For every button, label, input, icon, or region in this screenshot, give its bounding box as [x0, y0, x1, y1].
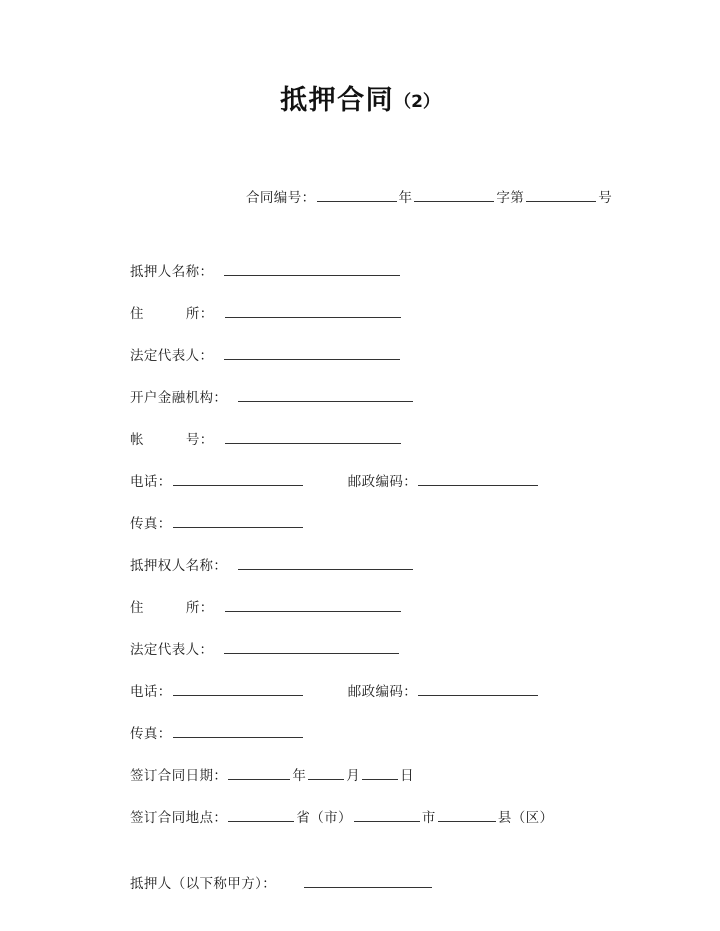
mortgagee-fax-input[interactable]	[173, 724, 303, 738]
mortgagee-legal-rep-row	[130, 640, 400, 658]
signing-place-label: 签订合同地点：	[130, 810, 228, 826]
signing-place-city-unit: 市	[421, 810, 436, 826]
contract-number-blank-serial[interactable]	[317, 188, 397, 202]
mortgagee-name-label: 抵押权人名称：	[130, 558, 228, 574]
mortgagor-phone-input[interactable]	[173, 472, 303, 486]
mortgagor-name-label: 抵押人名称：	[130, 264, 214, 280]
mortgagor-fax-input[interactable]	[173, 514, 303, 528]
mortgagor-bank-row	[130, 388, 414, 406]
mortgagee-legal-rep-input[interactable]	[224, 640, 399, 654]
mortgagor-legal-rep-label: 法定代表人：	[130, 348, 214, 364]
contract-number-unit-year: 年	[398, 190, 413, 206]
mortgagor-contact-row	[130, 472, 539, 490]
signing-place-county-input[interactable]	[438, 808, 496, 822]
mortgagor-postcode-input[interactable]	[418, 472, 538, 486]
signing-date-day-unit: 日	[400, 768, 415, 784]
signing-place-city-input[interactable]	[354, 808, 420, 822]
signing-date-month-unit: 月	[346, 768, 361, 784]
mortgagor-bank-label: 开户金融机构：	[130, 390, 228, 406]
signing-place-province-input[interactable]	[228, 808, 294, 822]
mortgagor-account-label-1: 帐	[130, 432, 144, 448]
mortgagor-legal-rep-input[interactable]	[224, 346, 400, 360]
signing-place-province-unit: 省（市）	[296, 810, 352, 826]
mortgagee-address-input[interactable]	[225, 598, 401, 612]
mortgagee-legal-rep-label: 法定代表人：	[130, 642, 214, 658]
mortgagor-account-input[interactable]	[225, 430, 401, 444]
mortgagee-phone-input[interactable]	[173, 682, 303, 696]
signing-date-year-input[interactable]	[228, 766, 290, 780]
page-title-suffix: （2）	[394, 92, 440, 112]
signing-date-label: 签订合同日期：	[130, 768, 228, 784]
page-title-main: 抵押合同	[280, 85, 395, 116]
mortgagor-address-row	[130, 304, 402, 322]
mortgagor-account-label-2: 号：	[185, 432, 214, 448]
mortgagor-fax-label: 传真：	[130, 516, 172, 532]
party-a-row	[130, 874, 433, 892]
contract-number-blank-word[interactable]	[526, 188, 596, 202]
signing-date-month-input[interactable]	[308, 766, 344, 780]
mortgagor-postcode-group	[348, 472, 540, 490]
signing-date-day-input[interactable]	[362, 766, 398, 780]
mortgagee-postcode-input[interactable]	[418, 682, 538, 696]
mortgagee-name-input[interactable]	[238, 556, 413, 570]
mortgagee-fax-row	[130, 724, 304, 742]
contract-number-unit-word: 字第	[496, 190, 525, 206]
mortgagee-address-label-1: 住	[130, 600, 144, 616]
mortgagor-account-row	[130, 430, 402, 448]
contract-number-blank-year[interactable]	[414, 188, 494, 202]
mortgagor-name-input[interactable]	[224, 262, 400, 276]
contract-number-unit-number: 号	[598, 190, 613, 206]
mortgagor-address-label-1: 住	[130, 306, 144, 322]
mortgagor-address-input[interactable]	[225, 304, 401, 318]
mortgagee-address-row	[130, 598, 402, 616]
mortgagor-legal-rep-row	[130, 346, 401, 364]
mortgagee-phone-label: 电话：	[130, 684, 172, 700]
signing-place-row	[130, 808, 554, 826]
contract-number-row	[246, 186, 613, 206]
mortgagor-fax-row	[130, 514, 304, 532]
signing-date-row	[130, 766, 415, 784]
signing-place-county-unit: 县（区）	[497, 810, 554, 826]
signing-date-year-unit: 年	[292, 768, 307, 784]
party-a-label: 抵押人（以下称甲方）：	[130, 876, 277, 892]
mortgagee-address-label-2: 所：	[185, 600, 214, 616]
mortgagee-postcode-label: 邮政编码：	[347, 684, 418, 700]
mortgagee-name-row	[130, 556, 414, 574]
mortgagor-phone-label: 电话：	[130, 474, 172, 490]
mortgagor-address-label-2: 所：	[185, 306, 214, 322]
mortgagor-bank-input[interactable]	[238, 388, 413, 402]
mortgagee-fax-label: 传真：	[130, 726, 172, 742]
mortgagor-postcode-label: 邮政编码：	[347, 474, 418, 490]
party-a-signature-input[interactable]	[304, 874, 432, 888]
mortgagee-postcode-group	[348, 682, 540, 700]
mortgagor-name-row	[130, 262, 401, 280]
mortgagee-contact-row	[130, 682, 539, 700]
contract-number-label: 合同编号：	[246, 190, 316, 206]
page-title	[0, 78, 720, 117]
